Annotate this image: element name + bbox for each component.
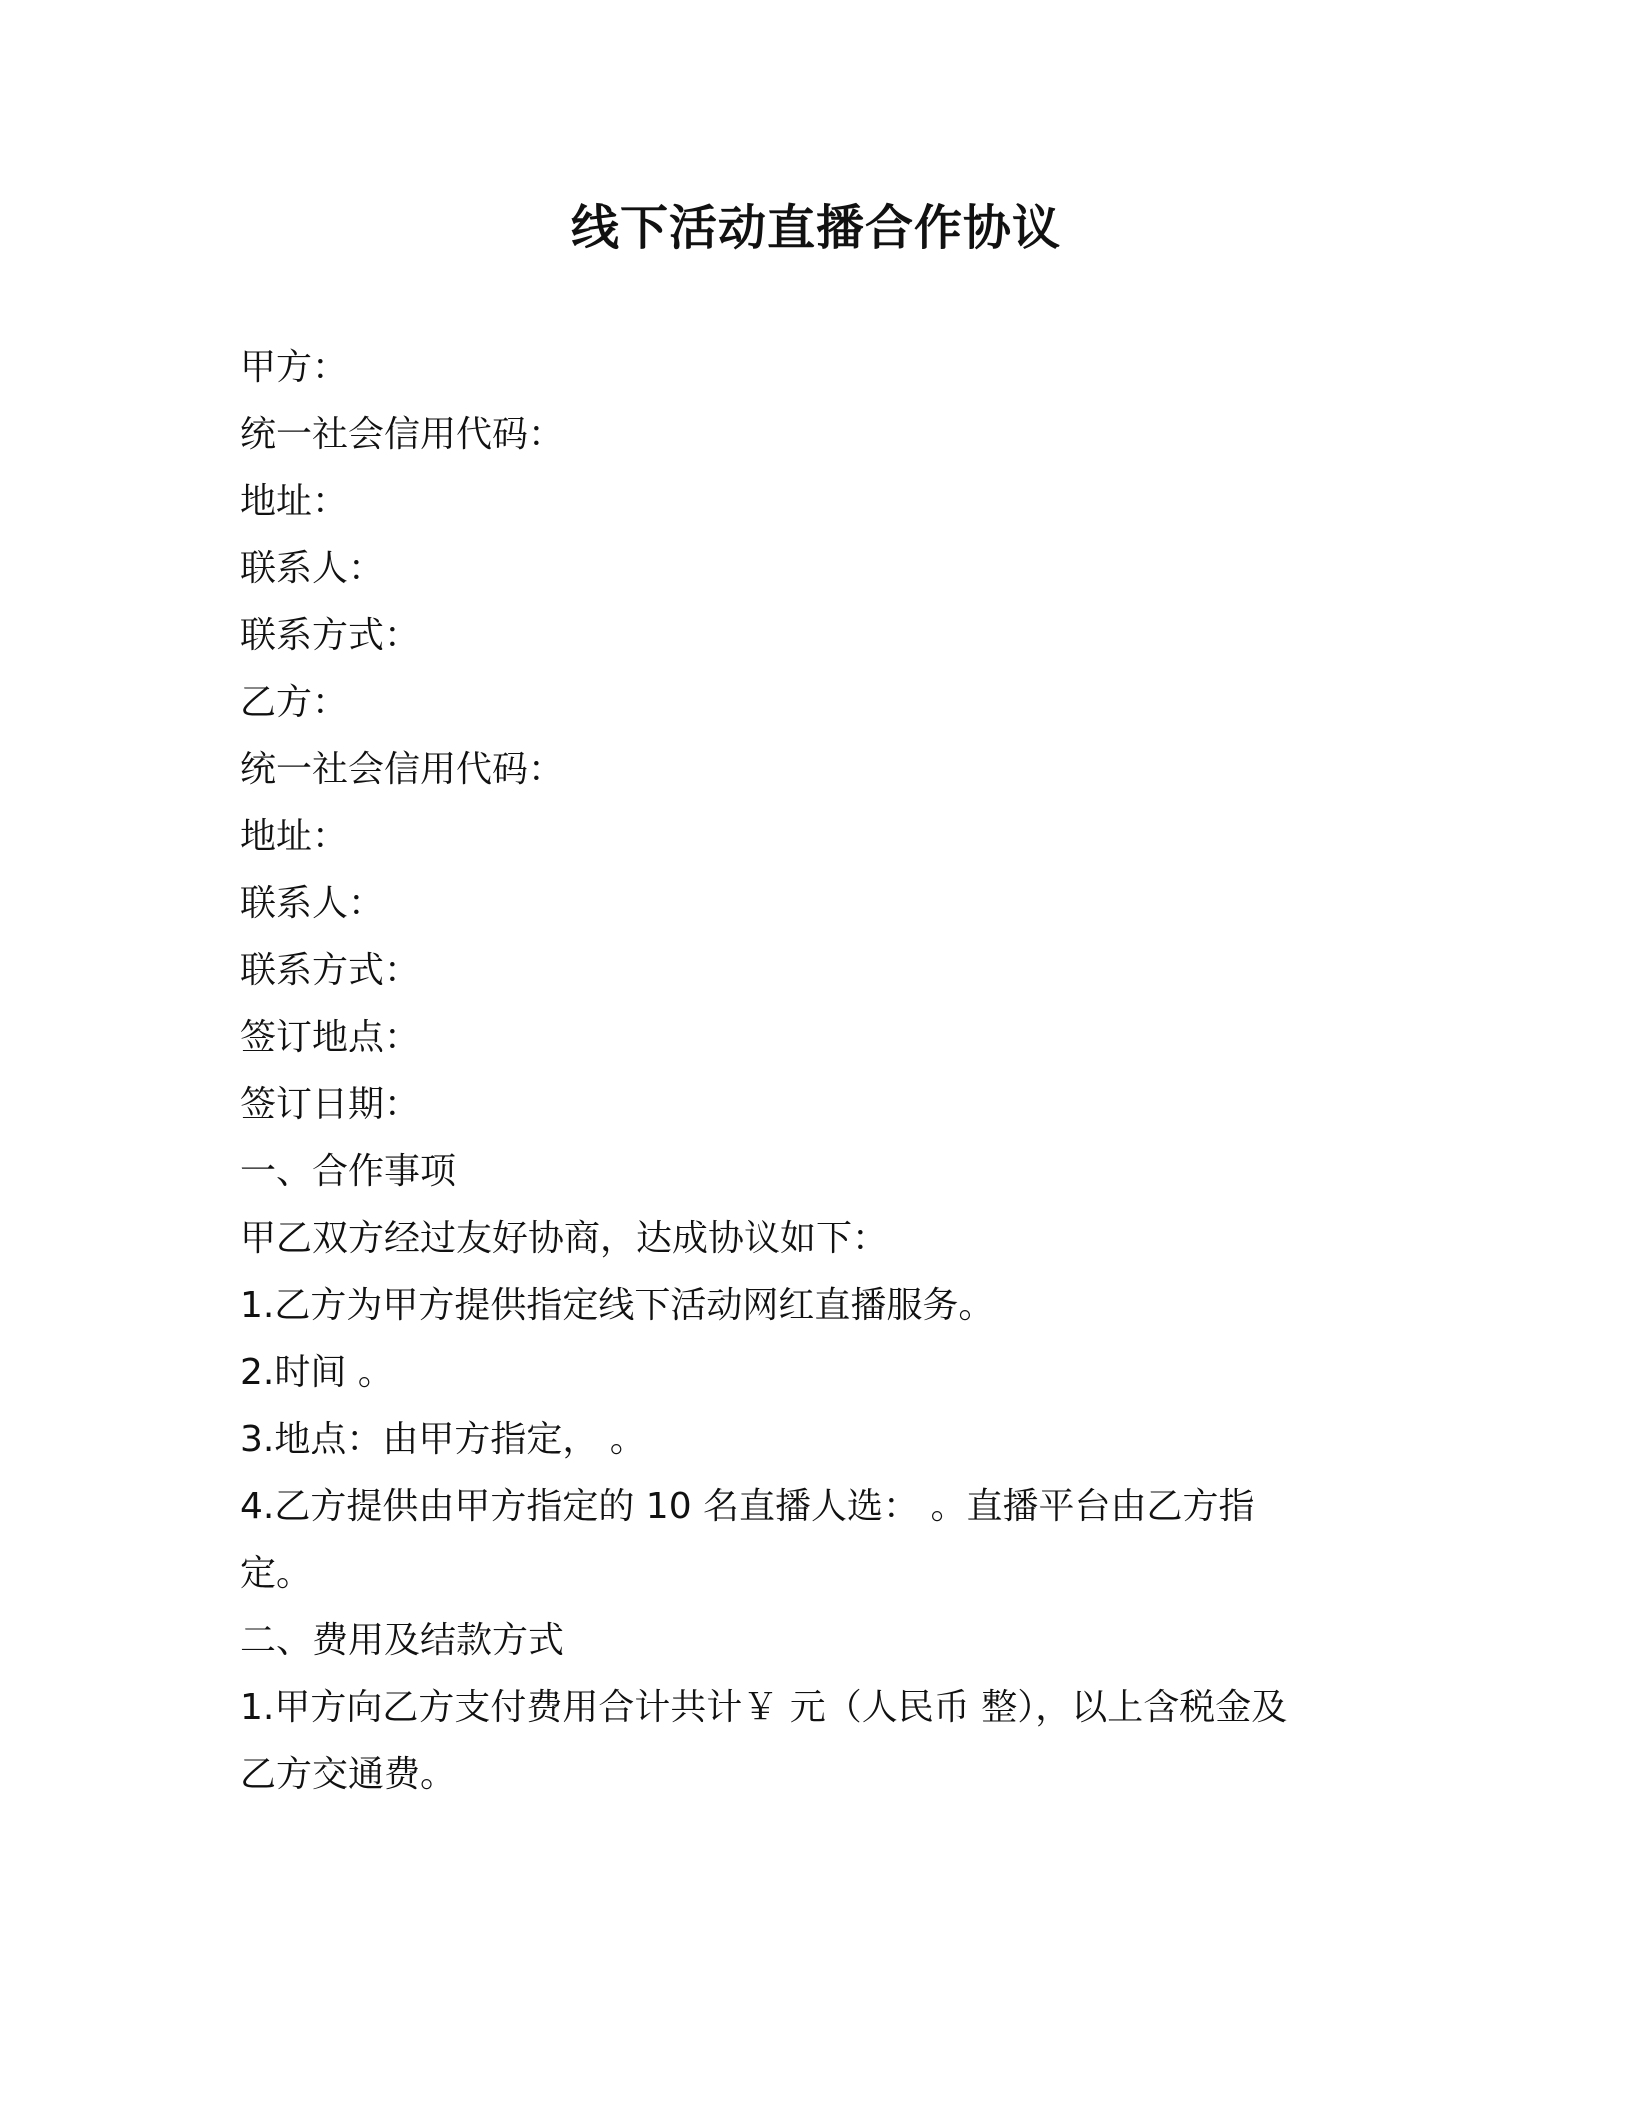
clause-1-4: 4.乙方提供由甲方指定的 10 名直播人选： 。直播平台由乙方指 (240, 1486, 1255, 1527)
clause-1-4-continued: 定。 (240, 1553, 313, 1594)
clause-2-1-continued: 乙方交通费。 (240, 1754, 457, 1795)
party-b-address-label: 地址： (240, 816, 349, 857)
document-title: 线下活动直播合作协议 (570, 200, 1061, 256)
clause-2-1: 1.甲方向乙方支付费用合计共计￥ 元（人民币 整），以上含税金及 (240, 1687, 1288, 1728)
party-a-credit-code-label: 统一社会信用代码： (240, 414, 565, 455)
signing-place-label: 签订地点： (240, 1017, 421, 1058)
party-a-phone-label: 联系方式： (240, 615, 421, 656)
party-b-label: 乙方： (240, 682, 349, 723)
party-b-contact-label: 联系人： (240, 883, 385, 924)
agreement-intro: 甲乙双方经过友好协商，达成协议如下： (240, 1218, 889, 1259)
section-heading-cooperation: 一、合作事项 (240, 1151, 457, 1192)
section-heading-fees: 二、费用及结款方式 (240, 1620, 565, 1661)
clause-1-1: 1.乙方为甲方提供指定线下活动网红直播服务。 (240, 1285, 995, 1326)
clause-1-3: 3.地点：由甲方指定， 。 (240, 1419, 646, 1460)
clause-1-2: 2.时间 。 (240, 1352, 394, 1393)
party-a-address-label: 地址： (240, 481, 349, 522)
party-a-contact-label: 联系人： (240, 548, 385, 589)
party-a-label: 甲方： (240, 347, 349, 388)
party-b-credit-code-label: 统一社会信用代码： (240, 749, 565, 790)
party-b-phone-label: 联系方式： (240, 950, 421, 991)
document-body (240, 334, 1380, 1808)
signing-date-label: 签订日期： (240, 1084, 421, 1125)
